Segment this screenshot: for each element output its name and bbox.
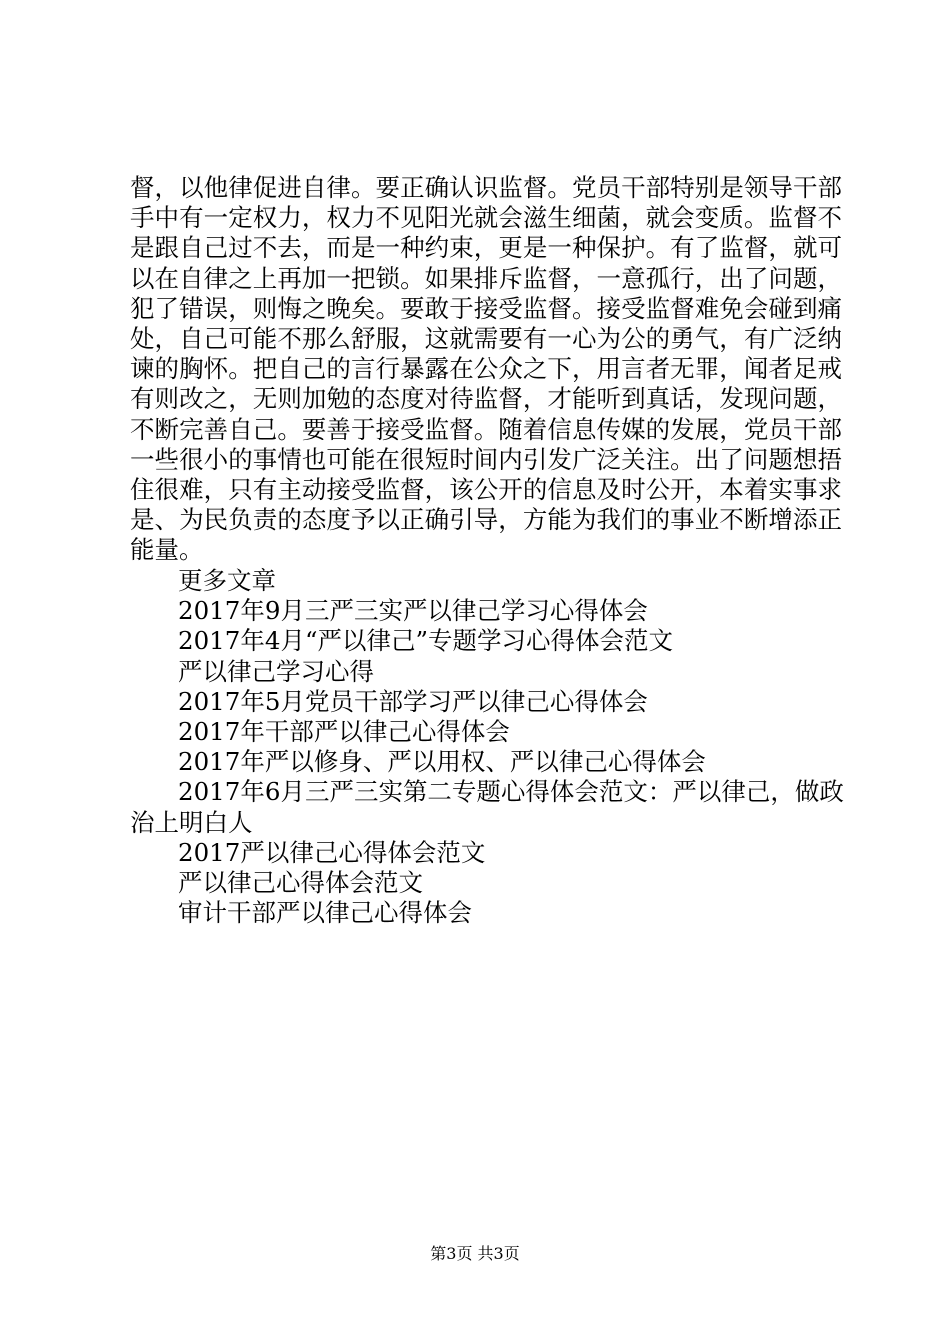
article-link[interactable]: 审计干部严以律己心得体会: [178, 898, 472, 928]
article-link[interactable]: 2017年6月三严三实第二专题心得体会范文：严以律己，做政治上明白人: [130, 777, 844, 837]
page-number-footer: 第3页 共3页: [430, 1244, 520, 1263]
article-link[interactable]: 2017严以律己心得体会范文: [178, 837, 486, 867]
article-link[interactable]: 2017年9月三严三实严以律己学习心得体会: [178, 596, 648, 626]
article-link[interactable]: 2017年5月党员干部学习严以律己心得体会: [178, 686, 648, 716]
body-paragraph: 督，以他律促进自律。要正确认识监督。党员干部特别是领导干部手中有一定权力，权力不见阳光就会滋生细菌，就会变质。监督不是跟自己过不去，而是一种约束，更是一种保护。有了监督，就可以在自律之上再加一把锁。如果排斥监督，一意孤行，出了问题，犯了错误，则悔之晚矣。要敢于接受监督。接受监督难免会碰到痛处，自己可能不那么舒服，这就需要有一心为公的勇气，有广泛纳谏的胸怀。把自己的言行暴露在公众之下，用言者无罪，闻者足戒有则改之，无则加勉的态度对待监督，才能听到真话，发现问题，不断完善自己。要善于接受监督。随着信息传媒的发展，党员干部一些很小的事情也可能在很短时间内引发广泛关注。出了问题想捂住很难，只有主动接受监督，该公开的信息及时公开，本着实事求是、为民负责的态度予以正确引导，方能为我们的事业不断增添正能量。: [130, 173, 842, 565]
article-link[interactable]: 2017年干部严以律己心得体会: [178, 717, 510, 747]
article-link[interactable]: 严以律己学习心得: [178, 656, 374, 686]
more-articles-heading: 更多文章: [178, 566, 276, 595]
more-articles-list: [130, 566, 850, 928]
article-link[interactable]: 严以律己心得体会范文: [178, 868, 423, 898]
article-link[interactable]: 2017年严以修身、严以用权、严以律己心得体会: [178, 747, 706, 777]
article-link[interactable]: 2017年4月“严以律己”专题学习心得体会范文: [178, 626, 673, 656]
